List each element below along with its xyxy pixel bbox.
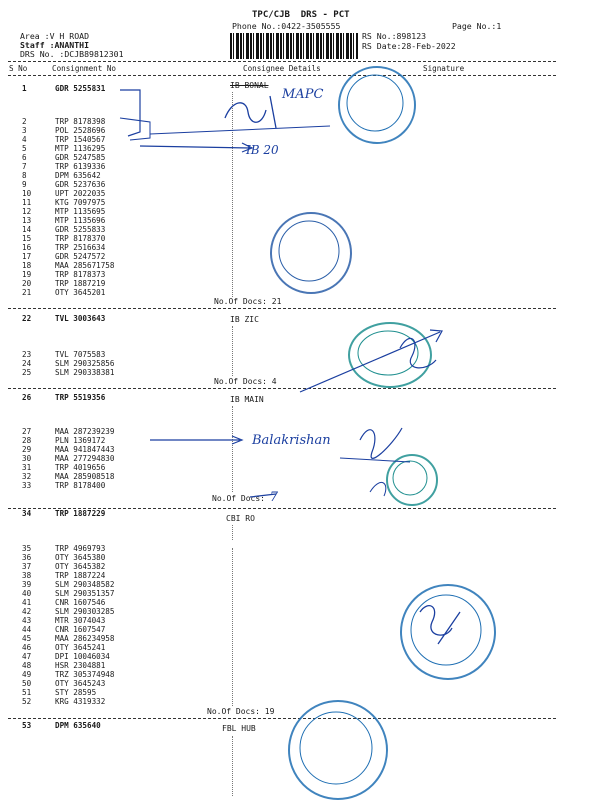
table-row (0, 509, 600, 518)
row-serial-number: 34 (22, 509, 32, 518)
row-serial-number: 52 (22, 697, 32, 706)
group-separator (8, 388, 556, 389)
table-row (0, 472, 600, 481)
table-row (0, 171, 600, 180)
handwritten-name: Balakrishan (252, 433, 331, 448)
table-row (0, 634, 600, 643)
row-consignment-number: DPM 635642 (55, 171, 101, 180)
phone-number: Phone No.:0422-3505555 (232, 21, 341, 31)
row-serial-number: 20 (22, 279, 32, 288)
docs-count-group-3 (212, 490, 279, 505)
bank-seal-stamp (270, 212, 352, 294)
row-consignment-number: GDR 5247585 (55, 153, 106, 162)
table-row (0, 198, 600, 207)
barcode (230, 33, 358, 59)
row-serial-number: 32 (22, 472, 32, 481)
row-consignment-number: TRP 6139336 (55, 162, 106, 171)
row-serial-number: 7 (22, 162, 27, 171)
header-top-rule (8, 61, 556, 62)
page-number: Page No.:1 (452, 21, 502, 31)
row-serial-number: 50 (22, 679, 32, 688)
row-consignment-number: UPT 2022035 (55, 189, 106, 198)
row-serial-number: 47 (22, 652, 32, 661)
row-serial-number: 42 (22, 607, 32, 616)
row-consignment-number: SLM 290348582 (55, 580, 115, 589)
table-row (0, 359, 600, 368)
row-serial-number: 41 (22, 598, 32, 607)
table-row (0, 661, 600, 670)
row-consignment-number: MAA 277294830 (55, 454, 115, 463)
col-signature: Signature (423, 64, 465, 73)
row-consignment-number: TRP 1887219 (55, 279, 106, 288)
row-serial-number: 16 (22, 243, 32, 252)
row-consignment-number: DPI 10046034 (55, 652, 110, 661)
table-row (0, 117, 600, 126)
document-title: TPC/CJB DRS - PCT (252, 10, 350, 20)
table-row (0, 454, 600, 463)
row-consignment-number: TRP 1887229 (55, 509, 106, 518)
row-consignment-number: MTP 1136295 (55, 144, 106, 153)
table-row (0, 463, 600, 472)
table-row (0, 571, 600, 580)
row-serial-number: 46 (22, 643, 32, 652)
table-row (0, 445, 600, 454)
row-consignment-number: MAA 285671758 (55, 261, 115, 270)
row-consignment-number: TVL 3003643 (55, 314, 106, 323)
group-separator (8, 508, 556, 509)
table-row (0, 562, 600, 571)
row-serial-number: 3 (22, 126, 27, 135)
row-consignment-number: MAA 285908518 (55, 472, 115, 481)
consignee-group-3: IB MAIN (230, 395, 264, 404)
table-row (0, 180, 600, 189)
consignee-group-4: CBI RO (226, 514, 255, 523)
table-row (0, 544, 600, 553)
row-consignment-number: OTY 3645241 (55, 643, 106, 652)
row-consignment-number: MAA 941847443 (55, 445, 115, 454)
consignee-group-1: IB BONAL (230, 81, 269, 90)
row-consignment-number: SLM 290303285 (55, 607, 115, 616)
row-serial-number: 45 (22, 634, 32, 643)
row-serial-number: 10 (22, 189, 32, 198)
row-serial-number: 40 (22, 589, 32, 598)
row-serial-number: 13 (22, 216, 32, 225)
row-consignment-number: CNR 1607546 (55, 598, 106, 607)
table-row (0, 189, 600, 198)
row-consignment-number: GDR 5247572 (55, 252, 106, 261)
row-serial-number: 8 (22, 171, 27, 180)
row-serial-number: 5 (22, 144, 27, 153)
row-consignment-number: MTP 1135696 (55, 216, 106, 225)
row-consignment-number: TRP 1540567 (55, 135, 106, 144)
docs-count-group-2: No.Of Docs: 4 (214, 377, 277, 386)
row-serial-number: 11 (22, 198, 32, 207)
docs-count-group-4: No.Of Docs: 19 (207, 707, 275, 716)
table-row (0, 427, 600, 436)
table-row (0, 481, 600, 490)
row-consignment-number: TRP 8178398 (55, 117, 106, 126)
table-row (0, 616, 600, 625)
table-row (0, 697, 600, 706)
row-serial-number: 27 (22, 427, 32, 436)
table-row (0, 643, 600, 652)
table-row (0, 153, 600, 162)
row-serial-number: 2 (22, 117, 27, 126)
bank-seal-stamp (288, 700, 388, 800)
row-serial-number: 21 (22, 288, 32, 297)
row-serial-number: 9 (22, 180, 27, 189)
table-row (0, 580, 600, 589)
row-serial-number: 48 (22, 661, 32, 670)
table-row (0, 652, 600, 661)
row-serial-number: 4 (22, 135, 27, 144)
row-serial-number: 30 (22, 454, 32, 463)
row-serial-number: 24 (22, 359, 32, 368)
dotted-guide (232, 406, 235, 492)
row-consignment-number: SLM 290338381 (55, 368, 115, 377)
table-row (0, 553, 600, 562)
row-consignment-number: SLM 290351357 (55, 589, 115, 598)
col-consignment: Consignment No (52, 64, 117, 73)
group-separator (8, 718, 556, 719)
dotted-guide (232, 92, 235, 297)
row-consignment-number: OTY 3645382 (55, 562, 106, 571)
row-serial-number: 18 (22, 261, 32, 270)
row-serial-number: 17 (22, 252, 32, 261)
col-consignee: Consignee Details (243, 64, 321, 73)
row-consignment-number: TRZ 305374948 (55, 670, 115, 679)
table-row (0, 162, 600, 171)
docs-label: No.Of Docs: (212, 494, 270, 503)
row-serial-number: 26 (22, 393, 32, 402)
row-consignment-number: CNR 1607547 (55, 625, 106, 634)
table-row (0, 144, 600, 153)
table-row (0, 393, 600, 402)
bank-seal-stamp (400, 584, 496, 680)
row-serial-number: 19 (22, 270, 32, 279)
row-consignment-number: TVL 7075583 (55, 350, 106, 359)
row-serial-number: 31 (22, 463, 32, 472)
row-consignment-number: TRP 1887224 (55, 571, 106, 580)
dotted-guide (232, 525, 235, 540)
table-row (0, 598, 600, 607)
row-serial-number: 36 (22, 553, 32, 562)
row-consignment-number: TRP 5519356 (55, 393, 106, 402)
row-serial-number: 43 (22, 616, 32, 625)
table-row (0, 625, 600, 634)
row-consignment-number: MAA 286234958 (55, 634, 115, 643)
row-consignment-number: TRP 4969793 (55, 544, 106, 553)
row-serial-number: 39 (22, 580, 32, 589)
row-serial-number: 28 (22, 436, 32, 445)
dotted-guide (232, 326, 235, 376)
table-row (0, 688, 600, 697)
staff: Staff :ANANTHI (20, 40, 90, 50)
dotted-guide (232, 736, 235, 796)
row-consignment-number: TRP 8178370 (55, 234, 106, 243)
bank-seal-stamp (338, 66, 416, 144)
row-serial-number: 44 (22, 625, 32, 634)
row-serial-number: 12 (22, 207, 32, 216)
bank-seal-stamp (348, 322, 432, 388)
row-consignment-number: MTP 1135695 (55, 207, 106, 216)
row-consignment-number: OTY 3645201 (55, 288, 106, 297)
dotted-guide (232, 548, 235, 706)
consignee-group-2: IB ZIC (230, 315, 259, 324)
row-consignment-number: GDR 5255831 (55, 84, 106, 93)
row-consignment-number: TRP 8178373 (55, 270, 106, 279)
row-consignment-number: KRG 4319332 (55, 697, 106, 706)
row-consignment-number: MTR 3074043 (55, 616, 106, 625)
row-serial-number: 14 (22, 225, 32, 234)
row-serial-number: 15 (22, 234, 32, 243)
table-row (0, 126, 600, 135)
drs-number: DRS No. :DCJB89812301 (20, 49, 124, 59)
rs-date: RS Date:28-Feb-2022 (362, 41, 456, 51)
row-serial-number: 49 (22, 670, 32, 679)
row-consignment-number: GDR 5255833 (55, 225, 106, 234)
header-bottom-rule (8, 75, 556, 76)
table-row (0, 607, 600, 616)
table-row (0, 135, 600, 144)
row-consignment-number: KTG 7097975 (55, 198, 106, 207)
row-serial-number: 37 (22, 562, 32, 571)
row-serial-number: 29 (22, 445, 32, 454)
table-row (0, 670, 600, 679)
row-consignment-number: HSR 2304881 (55, 661, 106, 670)
row-serial-number: 22 (22, 314, 32, 323)
row-consignment-number: DPM 635640 (55, 721, 101, 730)
row-consignment-number: SLM 290325856 (55, 359, 115, 368)
table-row (0, 679, 600, 688)
row-consignment-number: POL 2528696 (55, 126, 106, 135)
rs-number: RS No.:898123 (362, 31, 427, 41)
row-consignment-number: STY 28595 (55, 688, 97, 697)
group-separator (8, 308, 556, 309)
area: Area :V H ROAD (20, 31, 90, 41)
row-serial-number: 33 (22, 481, 32, 490)
row-consignment-number: GDR 5237636 (55, 180, 106, 189)
row-serial-number: 1 (22, 84, 27, 93)
row-serial-number: 35 (22, 544, 32, 553)
bank-seal-stamp (386, 454, 438, 506)
row-serial-number: 25 (22, 368, 32, 377)
row-consignment-number: TRP 4019656 (55, 463, 106, 472)
table-row (0, 368, 600, 377)
row-consignment-number: TRP 2516634 (55, 243, 106, 252)
row-serial-number: 53 (22, 721, 32, 730)
row-consignment-number: TRP 8178400 (55, 481, 106, 490)
handwritten-ib20: IB 20 (246, 143, 279, 157)
row-consignment-number: OTY 3645243 (55, 679, 106, 688)
row-consignment-number: PLN 1369172 (55, 436, 106, 445)
handwritten-mapc: MAPC (282, 87, 324, 102)
table-row (0, 84, 600, 93)
row-consignment-number: MAA 287239239 (55, 427, 115, 436)
row-serial-number: 51 (22, 688, 32, 697)
consignee-group-5: FBL HUB (222, 724, 256, 733)
table-row (0, 314, 600, 323)
docs-count-group-1: No.Of Docs: 21 (214, 297, 282, 306)
row-consignment-number: OTY 3645380 (55, 553, 106, 562)
table-row (0, 350, 600, 359)
handwritten-count: 7 (269, 490, 279, 505)
table-row (0, 589, 600, 598)
row-serial-number: 23 (22, 350, 32, 359)
col-sno: S No (9, 64, 28, 73)
row-serial-number: 6 (22, 153, 27, 162)
row-serial-number: 38 (22, 571, 32, 580)
table-row (0, 436, 600, 445)
